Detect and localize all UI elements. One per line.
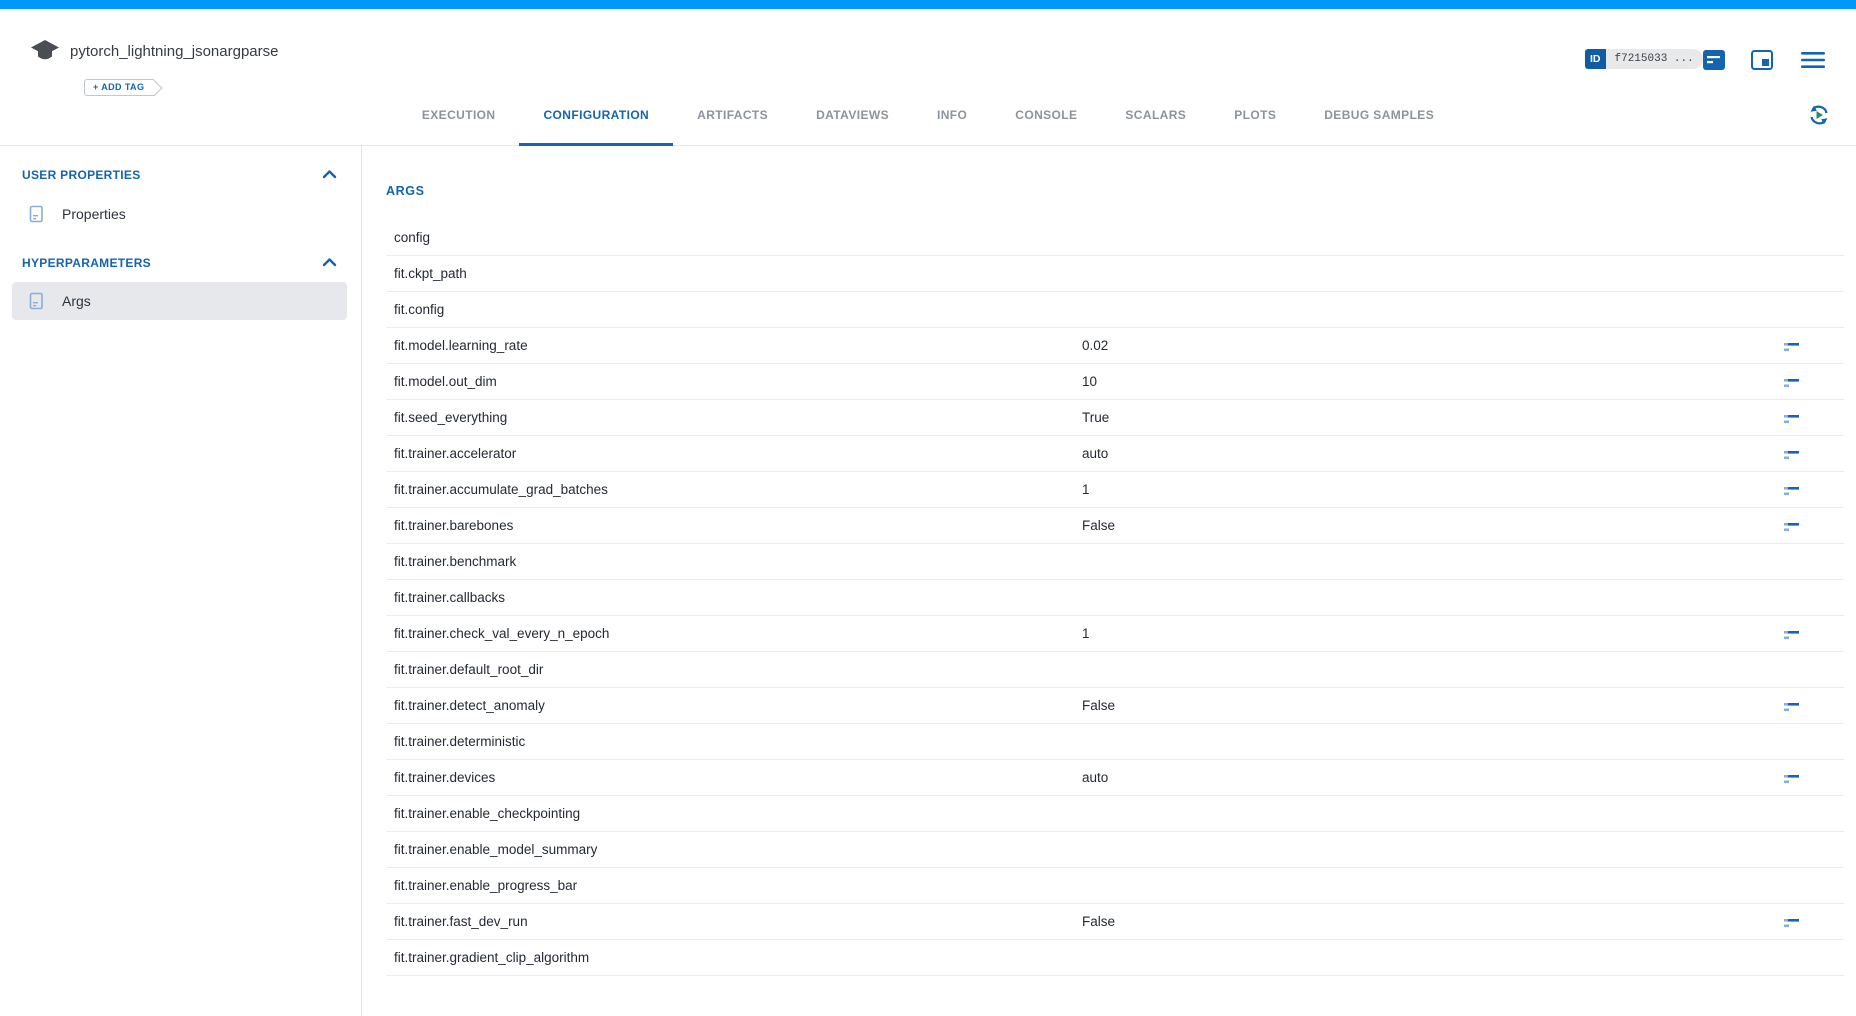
tab-bar-tabs <box>398 85 1458 145</box>
document-icon <box>28 205 46 223</box>
param-row <box>386 796 1844 832</box>
param-row <box>386 400 1844 436</box>
tab-scalars[interactable]: SCALARS <box>1125 108 1187 122</box>
show-history-icon[interactable] <box>1784 412 1800 424</box>
param-name: fit.trainer.enable_progress_bar <box>394 878 578 893</box>
experiment-id-badge[interactable] <box>1585 49 1703 69</box>
show-history-icon[interactable] <box>1784 700 1800 712</box>
param-name: fit.seed_everything <box>394 410 508 425</box>
param-row <box>386 760 1844 796</box>
tab-plots[interactable]: PLOTS <box>1234 108 1277 122</box>
param-value: False <box>1082 914 1116 929</box>
tab-artifacts[interactable]: ARTIFACTS <box>697 108 769 122</box>
param-name: fit.trainer.callbacks <box>394 590 506 605</box>
sidebar-nav <box>0 146 362 1016</box>
top-status-bar <box>0 0 1856 9</box>
tab-bar <box>0 85 1856 146</box>
param-name: fit.trainer.devices <box>394 770 496 785</box>
sidebar-section-label: USER PROPERTIES <box>22 168 141 182</box>
param-row <box>386 868 1844 904</box>
tab-configuration[interactable]: CONFIGURATION <box>519 85 673 145</box>
sidebar-item-label: Args <box>62 293 91 309</box>
content-area <box>0 146 1856 1016</box>
param-name: fit.trainer.default_root_dir <box>394 662 544 677</box>
hamburger-menu-icon[interactable] <box>1801 50 1823 70</box>
param-name: fit.model.out_dim <box>394 374 497 389</box>
add-tag-button[interactable] <box>84 79 154 96</box>
param-row <box>386 436 1844 472</box>
param-name: fit.trainer.check_val_every_n_epoch <box>394 626 610 641</box>
show-history-icon[interactable] <box>1784 448 1800 460</box>
param-name: fit.trainer.fast_dev_run <box>394 914 528 929</box>
param-row <box>386 508 1844 544</box>
details-view-icon[interactable] <box>1703 50 1725 70</box>
tab-console[interactable]: CONSOLE <box>1015 108 1078 122</box>
auto-refresh-icon[interactable] <box>1806 102 1832 128</box>
tab-info[interactable]: INFO <box>937 108 968 122</box>
param-name: fit.trainer.deterministic <box>394 734 526 749</box>
param-row <box>386 904 1844 940</box>
document-icon <box>28 292 46 310</box>
chevron-up-icon <box>322 254 337 272</box>
add-tag-label: + ADD TAG <box>84 79 154 96</box>
param-value: 1 <box>1082 482 1090 497</box>
param-value: False <box>1082 698 1116 713</box>
param-row <box>386 220 1844 256</box>
param-name: fit.trainer.benchmark <box>394 554 517 569</box>
id-value: f7215033 ... <box>1606 49 1703 69</box>
param-name: config <box>394 230 431 245</box>
sidebar-section-label: HYPERPARAMETERS <box>22 256 151 270</box>
tab-dataviews[interactable]: DATAVIEWS <box>816 108 889 122</box>
param-row <box>386 724 1844 760</box>
param-row <box>386 364 1844 400</box>
id-label: ID <box>1585 49 1606 69</box>
param-name: fit.trainer.barebones <box>394 518 514 533</box>
show-history-icon[interactable] <box>1784 376 1800 388</box>
param-value: False <box>1082 518 1116 533</box>
sidebar-section-hyperparameters[interactable] <box>22 254 337 272</box>
param-value: 10 <box>1082 374 1098 389</box>
show-history-icon[interactable] <box>1784 484 1800 496</box>
param-row <box>386 256 1844 292</box>
sidebar-item-properties[interactable] <box>12 194 347 234</box>
param-name: fit.trainer.gradient_clip_algorithm <box>394 950 590 965</box>
sidebar-section-user-properties[interactable] <box>22 166 337 184</box>
experiment-title: pytorch_lightning_jsonargparse <box>70 43 279 60</box>
param-value: auto <box>1082 770 1109 785</box>
param-value: 1 <box>1082 626 1090 641</box>
task-icon <box>30 39 60 65</box>
param-row <box>386 688 1844 724</box>
param-row <box>386 652 1844 688</box>
param-row <box>386 580 1844 616</box>
param-name: fit.ckpt_path <box>394 266 467 281</box>
show-history-icon[interactable] <box>1784 772 1800 784</box>
param-row <box>386 292 1844 328</box>
split-panel-icon[interactable] <box>1751 50 1773 70</box>
param-row <box>386 832 1844 868</box>
sidebar-item-args[interactable] <box>12 282 347 320</box>
param-name: fit.config <box>394 302 445 317</box>
show-history-icon[interactable] <box>1784 916 1800 928</box>
param-row <box>386 940 1844 976</box>
tab-debug-samples[interactable]: DEBUG SAMPLES <box>1324 108 1435 122</box>
param-name: fit.trainer.accelerator <box>394 446 517 461</box>
args-section-title: ARGS <box>386 184 425 198</box>
param-row <box>386 328 1844 364</box>
param-value: True <box>1082 410 1110 425</box>
param-row <box>386 472 1844 508</box>
param-name: fit.trainer.enable_model_summary <box>394 842 598 857</box>
main-panel <box>362 146 1856 1016</box>
show-history-icon[interactable] <box>1784 628 1800 640</box>
param-name: fit.trainer.accumulate_grad_batches <box>394 482 608 497</box>
show-history-icon[interactable] <box>1784 520 1800 532</box>
param-row <box>386 616 1844 652</box>
chevron-up-icon <box>322 166 337 184</box>
param-name: fit.trainer.detect_anomaly <box>394 698 545 713</box>
experiment-header <box>0 9 1856 92</box>
show-history-icon[interactable] <box>1784 340 1800 352</box>
param-row <box>386 544 1844 580</box>
param-value: auto <box>1082 446 1109 461</box>
param-name: fit.trainer.enable_checkpointing <box>394 806 581 821</box>
sidebar-item-label: Properties <box>62 206 126 222</box>
tab-execution[interactable]: EXECUTION <box>421 108 496 122</box>
param-value: 0.02 <box>1082 338 1109 353</box>
params-table <box>386 220 1844 976</box>
param-name: fit.model.learning_rate <box>394 338 528 353</box>
